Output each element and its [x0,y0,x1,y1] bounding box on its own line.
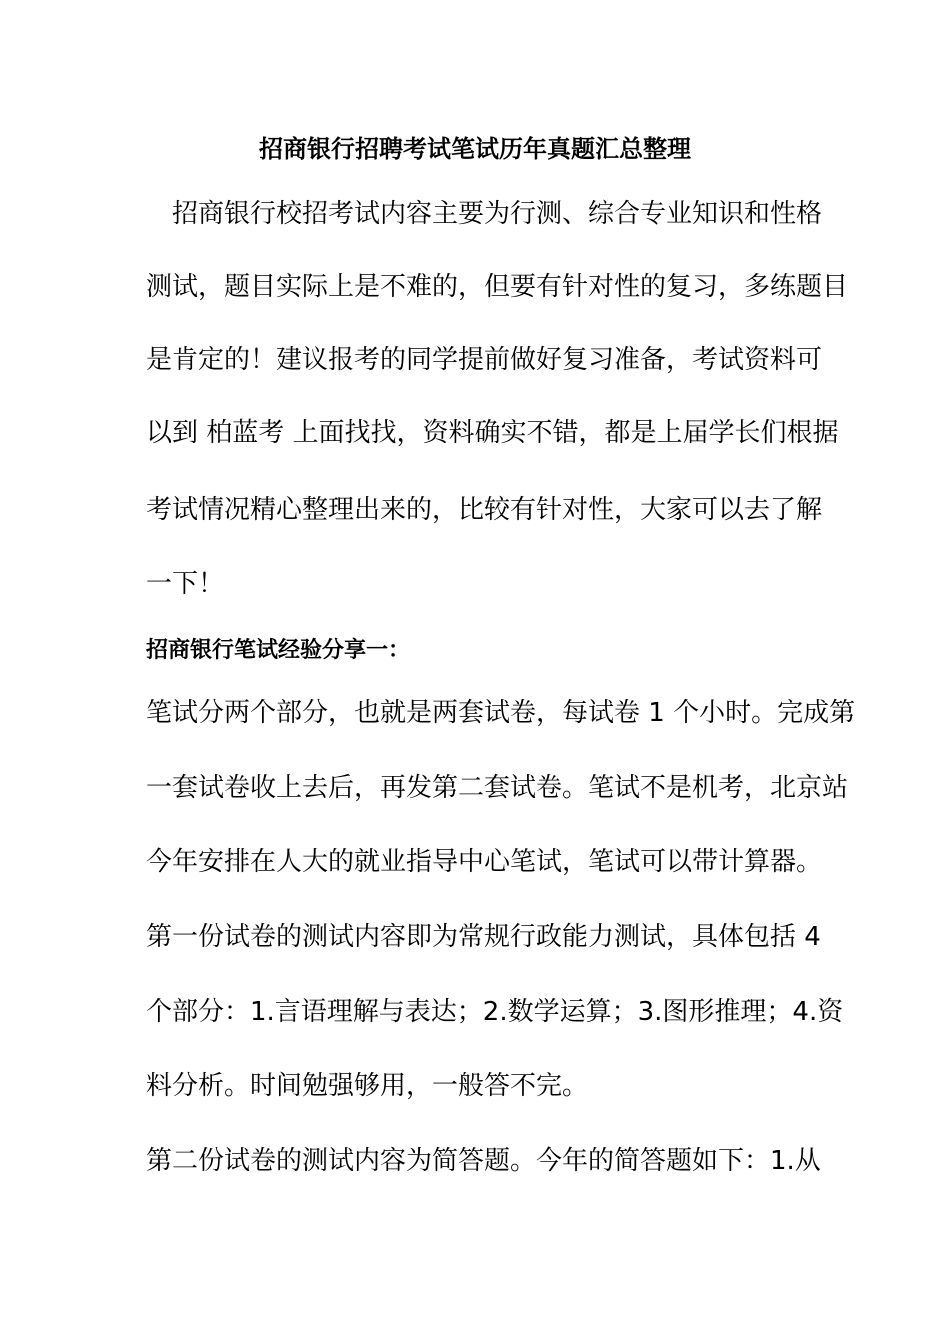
section-heading: 招商银行笔试经验分享一： [146,637,411,663]
body-line: 今年安排在人大的就业指导中心笔试，笔试可以带计算器。 [146,847,823,877]
body-line: 一套试卷收上去后，再发第二套试卷。笔试不是机考，北京站 [146,773,849,803]
body-line: 料分析。时间勉强够用，一般答不完。 [146,1071,589,1101]
intro-line: 考试情况精心整理出来的，比较有针对性，大家可以去了解 [146,495,823,525]
intro-line: 是肯定的！建议报考的同学提前做好复习准备，考试资料可 [146,345,823,375]
intro-line: 测试，题目实际上是不难的，但要有针对性的复习，多练题目 [146,272,849,302]
intro-line: 以到 柏蓝考 上面找找，资料确实不错，都是上届学长们根据 [146,418,839,448]
body-line: 第二份试卷的测试内容为简答题。今年的简答题如下：1.从 [146,1146,821,1176]
document-title: 招商银行招聘考试笔试历年真题汇总整理 [259,134,691,163]
intro-line: 招商银行校招考试内容主要为行测、综合专业知识和性格 [172,199,823,229]
intro-line: 一下！ [146,569,225,599]
body-line: 笔试分两个部分，也就是两套试卷，每试卷 1 个小时。完成第 [146,698,856,728]
body-line: 个部分：1.言语理解与表达；2.数学运算；3.图形推理；4.资 [146,997,844,1027]
body-line: 第一份试卷的测试内容即为常规行政能力测试，具体包括 4 [146,922,821,952]
